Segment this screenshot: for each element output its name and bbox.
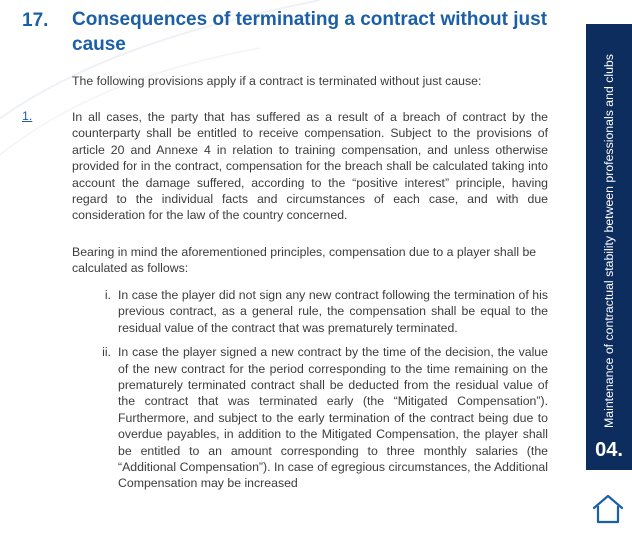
chapter-number: 04.	[595, 439, 623, 461]
list-item-text: In case the player did not sign any new contract following the termination of his previous contract, as a general rule, the compensation shall be equal to the residual value of the contract that was prematurely terminated.	[118, 288, 548, 335]
home-button[interactable]	[590, 492, 626, 526]
paragraph-text: In all cases, the party that has suffered as a result of a breach of contract by the counterparty shall be entitled to receive compensation. Subject to the provisions of article 20 and Annexe 4 in relation to training compensation, and unless otherwise provided for in the contract, compensation for the breach shall be calculated taking into account the damage suffered, according to the “positive interest” principle, having regard to the individual facts and circumstances of each case, and with due consideration for the law of the country concerned.	[72, 110, 548, 223]
intro-text: The following provisions apply if a contract is terminated without just cause:	[72, 74, 482, 88]
list-item-marker: i.	[104, 288, 111, 302]
article-title: Consequences of terminating a contract without just cause	[72, 9, 548, 55]
list-item	[72, 287, 548, 336]
paragraph-continuation: Bearing in mind the aforementioned principles, compensation due to a player shall be calculated as follows:	[72, 245, 537, 276]
article-number: 17.	[22, 10, 49, 31]
paragraph-number: 1.	[22, 109, 33, 123]
list-item-text: In case the player signed a new contract by the time of the decision, the value of the new contract for the period corresponding to the time remaining on the prematurely terminated contract shall be deducted from the residual value of the contract that was terminated early (the “Mitigated Compensation”). Furthermore, and subject to the early termination of the contract being due to overdue payables, in addition to the Mitigated Compensation, the player shall be entitled to an amount corresponding to three monthly salaries (the “Additional Compensation”). In case of egregious circumstances, the Additional Compensation may be increased	[118, 345, 548, 491]
chapter-side-tab[interactable]	[586, 24, 632, 470]
list-item-marker: ii.	[102, 345, 111, 360]
list-item	[72, 344, 548, 492]
sub-item-list	[72, 287, 548, 492]
home-icon	[590, 492, 626, 526]
chapter-title: Maintenance of contractual stability between professionals and clubs	[602, 54, 616, 428]
